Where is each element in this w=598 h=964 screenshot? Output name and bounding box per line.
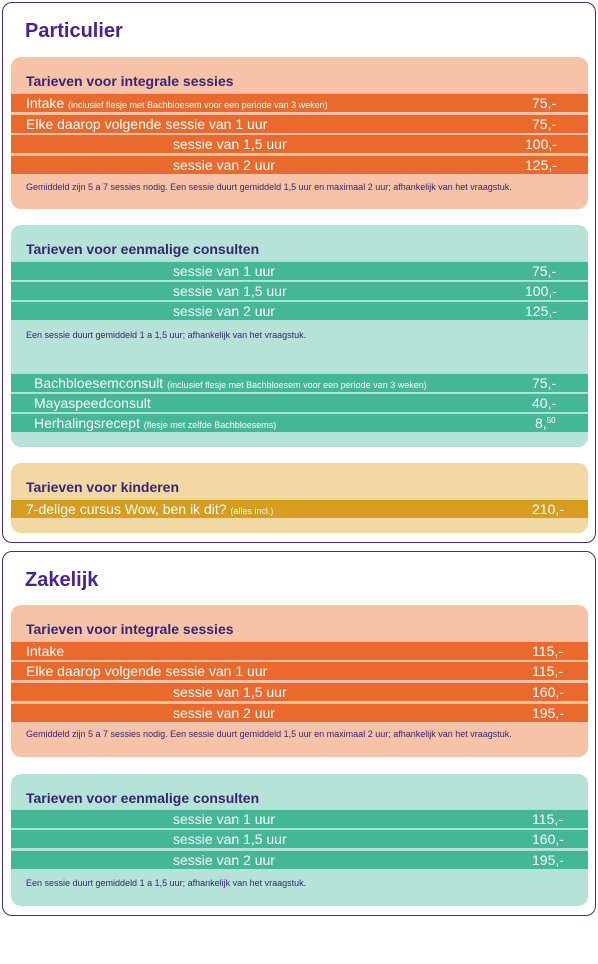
zakelijk-title: Zakelijk [25, 569, 99, 591]
zakelijk-section [2, 551, 596, 916]
row-label: sessie van 1,5 uur [173, 831, 287, 847]
row-price: 160,- [532, 831, 564, 847]
table-row [11, 682, 588, 701]
footnote: Een sessie duurt gemiddeld 1 a 1,5 uur; afhankelijk van het vraagstuk. [26, 878, 307, 888]
table-row [11, 373, 588, 392]
table-row [11, 93, 588, 112]
row-note: (flesje met zelfde Bachbloesems) [143, 420, 277, 430]
table-row [11, 155, 588, 174]
row-price: 100,- [525, 283, 557, 299]
row-price: 115,- [532, 811, 563, 827]
footnote: Gemiddeld zijn 5 a 7 sessies nodig. Een sessie duurt gemiddeld 1,5 uur en maximaal 2 uur; afhankelijk van het vraagstuk. [26, 182, 512, 192]
row-price: 210,- [532, 501, 564, 517]
table-row [11, 281, 588, 300]
row-price: 8,50 [535, 415, 556, 431]
row-price: 115,- [532, 643, 563, 659]
particulier-kinderen-title: Tarieven voor kinderen [26, 479, 180, 495]
table-row [11, 301, 588, 320]
particulier-eenmalig-box [11, 225, 588, 447]
particulier-integrale-title: Tarieven voor integrale sessies [26, 73, 234, 89]
row-label: 7-delige cursus Wow, ben ik dit? [26, 501, 227, 517]
row-price: 195,- [532, 705, 564, 721]
table-row [11, 499, 588, 518]
particulier-kinderen-box [11, 463, 588, 533]
row-note: (inclusief flesje met Bachbloesem voor een periode van 3 weken) [68, 100, 328, 110]
row-price: 75,- [532, 95, 557, 111]
zakelijk-eenmalig-box [11, 774, 588, 906]
row-label: sessie van 2 uur [173, 157, 275, 173]
row-price: 125,- [525, 157, 557, 173]
table-row [11, 829, 588, 848]
zakelijk-integrale-title: Tarieven voor integrale sessies [26, 621, 234, 637]
table-row [11, 850, 588, 869]
table-row [11, 703, 588, 722]
particulier-eenmalig-title: Tarieven voor eenmalige consulten [26, 241, 260, 257]
row-label: sessie van 2 uur [173, 705, 275, 721]
row-note: (inclusief flesje met Bachbloesem voor een periode van 3 weken) [167, 380, 427, 390]
particulier-title: Particulier [25, 20, 123, 42]
zakelijk-integrale-box [11, 605, 588, 757]
row-label: sessie van 1,5 uur [173, 136, 287, 152]
row-label: sessie van 2 uur [173, 852, 275, 868]
table-row [11, 809, 588, 828]
footnote: Gemiddeld zijn 5 a 7 sessies nodig. Een sessie duurt gemiddeld 1,5 uur en maximaal 2 uur; afhankelijk van het vraagstuk. [26, 729, 512, 739]
table-row [11, 661, 588, 680]
table-row [11, 261, 588, 280]
table-row [11, 393, 588, 412]
table-row [11, 114, 588, 133]
row-label: Bachbloesemconsult [34, 375, 164, 391]
row-label: sessie van 1,5 uur [173, 684, 287, 700]
row-label: sessie van 1,5 uur [173, 283, 287, 299]
row-label: sessie van 1 uur [173, 811, 275, 827]
row-label: Mayaspeedconsult [34, 395, 151, 411]
row-note: (alles incl.) [230, 506, 274, 516]
row-price: 195,- [532, 852, 564, 868]
particulier-integrale-box [11, 57, 588, 209]
price-cents: 50 [546, 416, 556, 425]
table-row [11, 134, 588, 153]
row-price: 125,- [525, 303, 557, 319]
row-label: sessie van 1 uur [173, 263, 275, 279]
row-price: 75,- [532, 116, 557, 132]
table-row [11, 641, 588, 660]
footnote: Een sessie duurt gemiddeld 1 a 1,5 uur; afhankelijk van het vraagstuk. [26, 330, 307, 340]
row-price: 160,- [532, 684, 564, 700]
row-price: 100,- [525, 136, 557, 152]
row-price: 115,- [532, 663, 563, 679]
row-price: 40,- [532, 395, 557, 411]
row-label: Intake [26, 95, 65, 111]
row-label: Elke daarop volgende sessie van 1 uur [26, 663, 268, 679]
row-price: 75,- [532, 375, 557, 391]
row-price: 75,- [532, 263, 557, 279]
zakelijk-eenmalig-title: Tarieven voor eenmalige consulten [26, 790, 260, 806]
table-row [11, 413, 588, 432]
row-label: Intake [26, 643, 65, 659]
row-label: Herhalingsrecept [34, 415, 140, 431]
particulier-section [2, 2, 596, 543]
row-label: sessie van 2 uur [173, 303, 275, 319]
row-label: Elke daarop volgende sessie van 1 uur [26, 116, 268, 132]
